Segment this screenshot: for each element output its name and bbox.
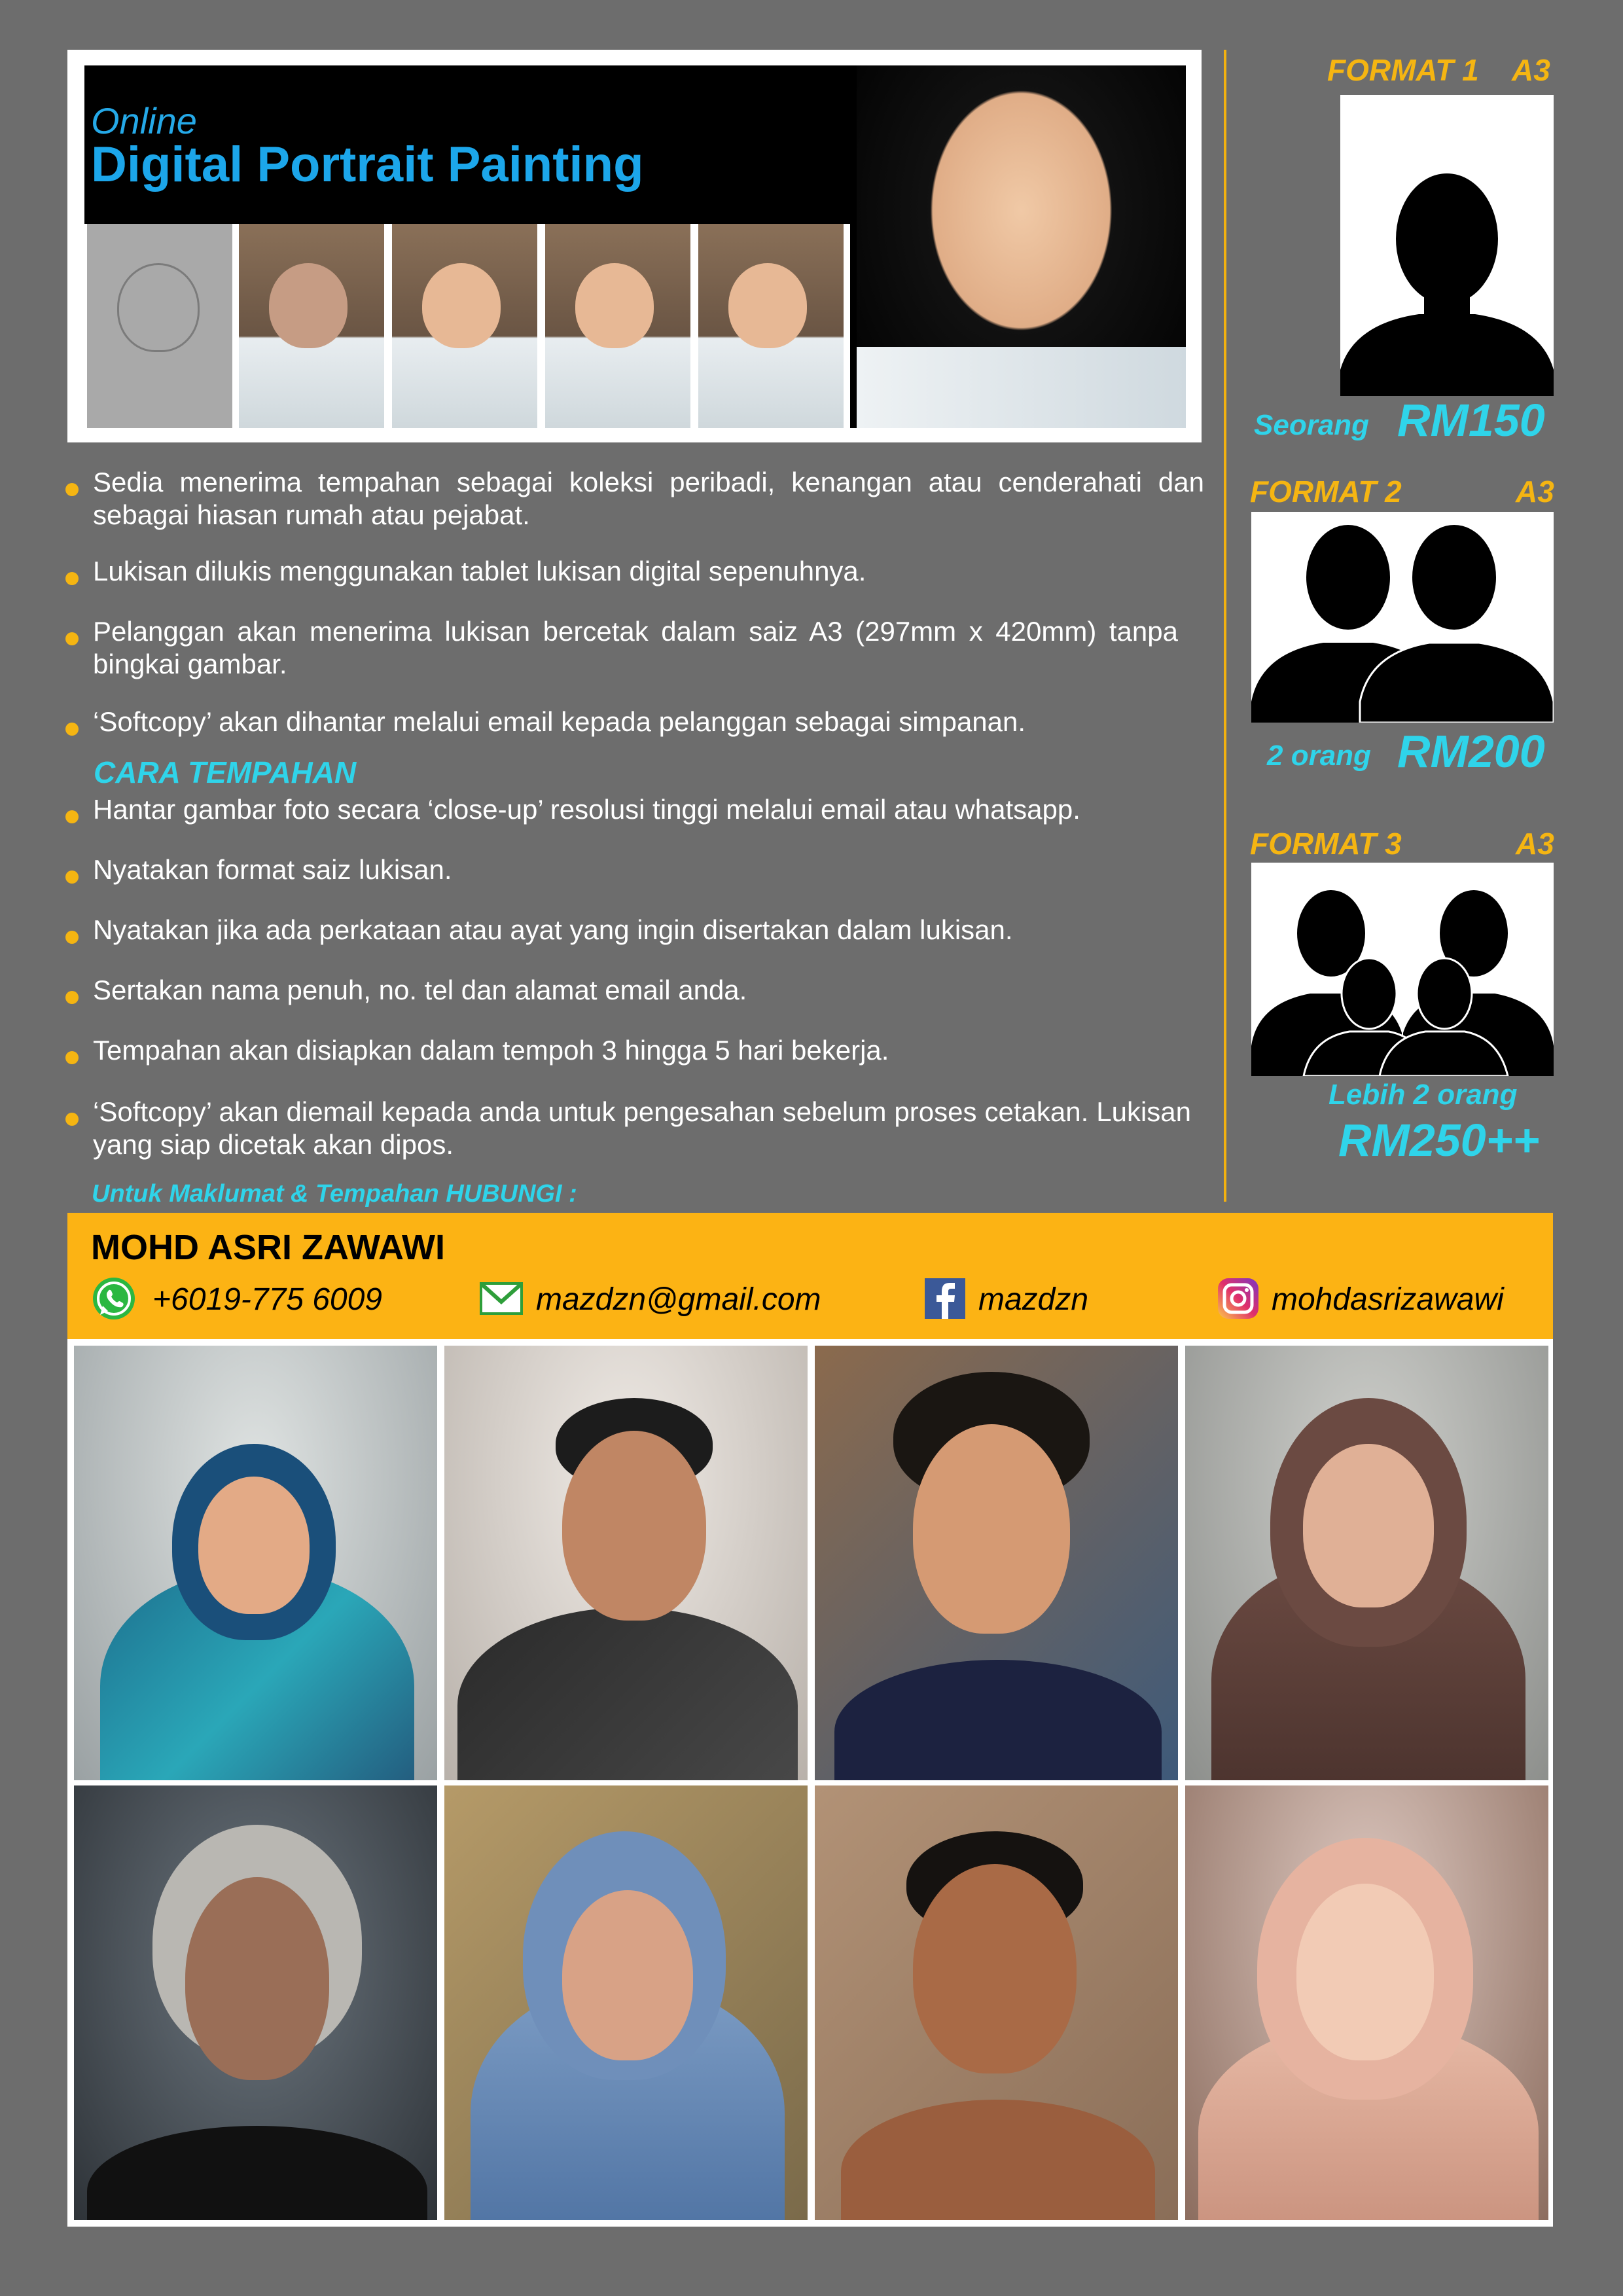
instagram-icon: [1215, 1276, 1261, 1321]
portrait-painting: [444, 1346, 808, 1780]
format-2-price-label: 2 orang: [1267, 740, 1371, 772]
format-2-silhouette-box: [1251, 512, 1554, 723]
contact-email[interactable]: mazdzn@gmail.com: [536, 1282, 821, 1317]
bullet-dot-icon: [65, 931, 79, 944]
process-thumbnails: [84, 224, 850, 431]
contact-instagram[interactable]: mohdasrizawawi: [1272, 1282, 1504, 1317]
howto-step: Sertakan nama penuh, no. tel dan alamat email anda.: [65, 974, 1204, 1007]
format-1-label: FORMAT 1: [1327, 53, 1479, 87]
vertical-divider: [1224, 50, 1226, 1202]
contact-name: MOHD ASRI ZAWAWI: [91, 1228, 445, 1267]
portrait-painting: [74, 1346, 437, 1780]
thumb-face: [728, 263, 807, 348]
info-bullet: Pelanggan akan menerima lukisan bercetak dalam saiz A3 (297mm x 420mm) tanpa bingkai gambar.: [65, 615, 1178, 681]
banner-online-label: Online: [91, 100, 197, 141]
banner-title: Digital Portrait Painting: [91, 137, 644, 192]
format-2-price: RM200: [1397, 726, 1545, 777]
format-1-price: RM150: [1397, 395, 1545, 446]
bullet-dot-icon: [65, 632, 79, 645]
format-3-label: FORMAT 3: [1250, 827, 1402, 861]
howto-title: CARA TEMPAHAN: [94, 755, 357, 789]
two-person-silhouette-icon: [1251, 512, 1554, 723]
bullet-dot-icon: [65, 810, 79, 823]
portrait-painting: [815, 1346, 1178, 1780]
thumb-face: [269, 263, 348, 348]
howto-step: Tempahan akan disiapkan dalam tempoh 3 hingga 5 hari bekerja.: [65, 1034, 1204, 1067]
bullet-dot-icon: [65, 483, 79, 496]
bullet-dot-icon: [65, 870, 79, 884]
format-1-size: A3: [1512, 53, 1550, 87]
howto-step: Hantar gambar foto secara ‘close-up’ resolusi tinggi melalui email atau whatsapp.: [65, 793, 1204, 826]
group-silhouette-icon: [1251, 863, 1554, 1076]
format-3-size: A3: [1516, 827, 1554, 861]
email-icon: [478, 1276, 524, 1321]
bullet-dot-icon: [65, 723, 79, 736]
banner-inner: [84, 65, 1186, 428]
format-2-size: A3: [1516, 475, 1554, 509]
contact-header: Untuk Maklumat & Tempahan HUBUNGI :: [92, 1180, 577, 1208]
bullet-dot-icon: [65, 1051, 79, 1064]
howto-step: ‘Softcopy’ akan diemail kepada anda untuk pengesahan sebelum proses cetakan. Lukisan yang siap dicetak akan dipos.: [65, 1096, 1191, 1161]
process-thumb-base: [239, 224, 384, 428]
portrait-painting: [1185, 1785, 1548, 2220]
portrait-painting: [74, 1785, 437, 2220]
portrait-painting: [1185, 1346, 1548, 1780]
contact-bar: [67, 1213, 1553, 1339]
process-thumb-color-3: [698, 224, 844, 428]
bullet-dot-icon: [65, 991, 79, 1004]
banner-title-box: [84, 65, 844, 217]
howto-step: Nyatakan format saiz lukisan.: [65, 853, 1204, 886]
process-thumb-sketch: [87, 224, 232, 428]
thumb-face: [575, 263, 654, 348]
thumb-face: [117, 263, 200, 352]
info-bullet: Lukisan dilukis menggunakan tablet lukisan digital sepenuhnya.: [65, 555, 1204, 588]
info-bullet: Sedia menerima tempahan sebagai koleksi peribadi, kenangan atau cenderahati dan sebagai hiasan rumah atau pejabat.: [65, 466, 1204, 531]
single-person-silhouette-icon: [1340, 95, 1554, 396]
format-3-price-label: Lebih 2 orang: [1329, 1079, 1518, 1111]
thumb-face: [422, 263, 501, 348]
portrait-painting: [444, 1785, 808, 2220]
format-3-price: RM250++: [1338, 1115, 1540, 1166]
whatsapp-icon: [91, 1276, 137, 1321]
facebook-icon: [922, 1276, 968, 1321]
format-1-price-label: Seorang: [1254, 409, 1370, 441]
portrait-gallery: [67, 1339, 1553, 2227]
process-thumb-color-1: [392, 224, 537, 428]
contact-phone[interactable]: +6019-775 6009: [152, 1282, 382, 1317]
info-bullet: ‘Softcopy’ akan dihantar melalui email kepada pelanggan sebagai simpanan.: [65, 706, 1204, 738]
format-1-silhouette-box: [1340, 95, 1554, 396]
contact-facebook[interactable]: mazdzn: [978, 1282, 1089, 1317]
bullet-dot-icon: [65, 1113, 79, 1126]
process-thumb-color-2: [545, 224, 690, 428]
format-2-label: FORMAT 2: [1250, 475, 1402, 509]
bullet-dot-icon: [65, 572, 79, 585]
portrait-painting: [815, 1785, 1178, 2220]
baby-portrait-shirt: [857, 347, 1186, 428]
banner: [67, 50, 1202, 442]
howto-step: Nyatakan jika ada perkataan atau ayat yang ingin disertakan dalam lukisan.: [65, 914, 1204, 946]
format-3-silhouette-box: [1251, 863, 1554, 1076]
